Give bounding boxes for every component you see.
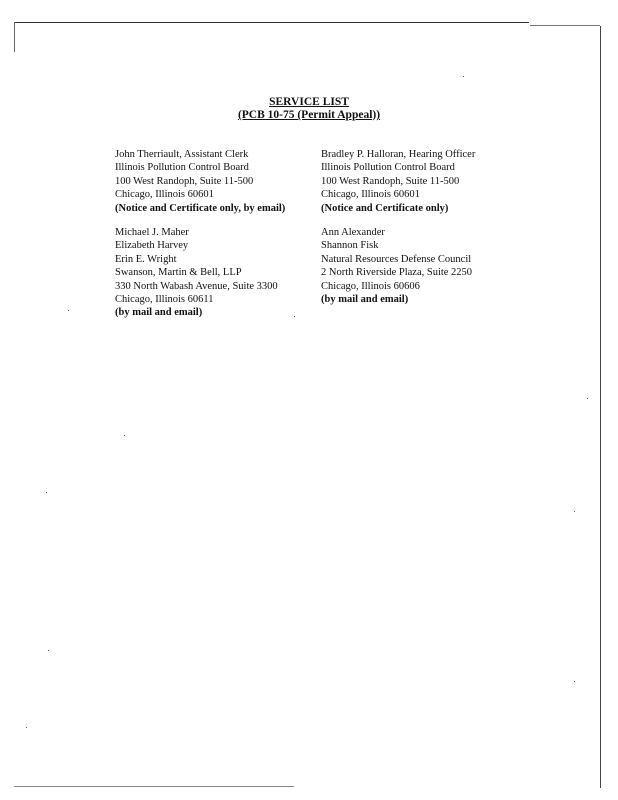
scan-speck — [46, 492, 47, 493]
address-line: Erin E. Wright — [115, 253, 177, 265]
address-line: Ann Alexander — [321, 227, 385, 239]
scan-edge-left — [14, 22, 15, 52]
address-line: Chicago, Illinois 60601 — [115, 189, 214, 201]
address-line: Michael J. Maher — [115, 227, 189, 239]
address-line: Elizabeth Harvey — [115, 240, 189, 252]
address-line: Shannon Fisk — [321, 240, 379, 252]
service-note: (Notice and Certificate only, by email) — [115, 202, 286, 214]
address-line: Bradley P. Halloran, Hearing Officer — [321, 149, 476, 160]
address-line: Chicago, Illinois 60606 — [321, 280, 420, 292]
scan-speck — [574, 681, 575, 682]
address-line: 100 West Randoph, Suite 11-500 — [115, 175, 254, 187]
scan-edge-bottom — [14, 786, 294, 787]
address-line: 330 North Wabash Avenue, Suite 3300 — [115, 280, 278, 292]
address-line: Chicago, Illinois 60601 — [321, 189, 420, 201]
address-line: Chicago, Illinois 60611 — [115, 294, 214, 306]
page-title: SERVICE LIST — [269, 96, 349, 108]
address-line: John Therriault, Assistant Clerk — [115, 149, 249, 160]
address-line: Illinois Pollution Control Board — [321, 162, 455, 174]
left-column — [115, 148, 285, 320]
party-block-counsel — [115, 226, 285, 320]
address-line: 100 West Randoph, Suite 11-500 — [321, 175, 460, 187]
scan-speck — [294, 316, 295, 317]
scan-speck — [463, 76, 464, 77]
party-block-nrdc — [321, 226, 475, 306]
scan-speck — [68, 310, 69, 311]
scan-speck — [574, 511, 575, 512]
service-note: (by mail and email) — [321, 294, 409, 306]
scan-speck — [26, 727, 27, 728]
party-block-clerk — [115, 148, 285, 215]
address-line: 2 North Riverside Plaza, Suite 2250 — [321, 267, 473, 279]
address-line: Natural Resources Defense Council — [321, 253, 472, 265]
address-line: Illinois Pollution Control Board — [115, 162, 249, 174]
service-note: (Notice and Certificate only) — [321, 202, 449, 214]
scan-edge-right — [600, 26, 601, 788]
right-column — [321, 148, 475, 306]
party-block-hearing-officer — [321, 148, 475, 215]
scan-edge-top — [14, 22, 529, 23]
service-note: (by mail and email) — [115, 307, 203, 319]
scan-speck — [587, 398, 588, 399]
case-subtitle: (PCB 10-75 (Permit Appeal)) — [237, 109, 381, 121]
address-line: Swanson, Martin & Bell, LLP — [115, 267, 242, 279]
scan-speck — [48, 650, 49, 651]
scan-edge-top-right — [530, 25, 600, 26]
scan-speck — [124, 435, 125, 436]
